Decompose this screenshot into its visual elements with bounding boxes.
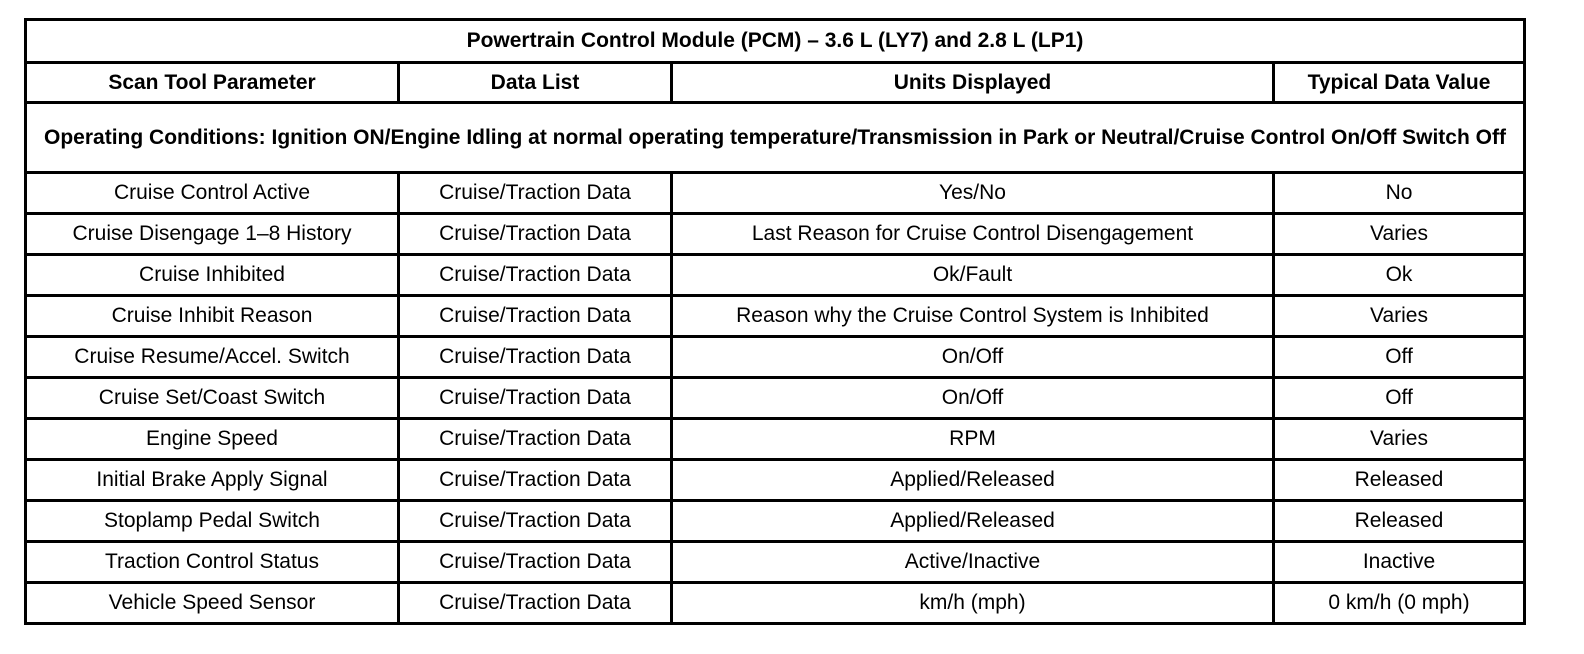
table-row xyxy=(26,173,1525,214)
table-row xyxy=(26,542,1525,583)
table-title-row xyxy=(26,20,1525,63)
units-cell: Active/Inactive xyxy=(672,542,1274,583)
parameter-cell: Cruise Set/Coast Switch xyxy=(26,378,399,419)
table-body xyxy=(26,173,1525,624)
data-list-cell: Cruise/Traction Data xyxy=(399,419,672,460)
parameter-cell: Engine Speed xyxy=(26,419,399,460)
typical-value-cell: No xyxy=(1274,173,1525,214)
typical-value-cell: Released xyxy=(1274,501,1525,542)
units-cell: Applied/Released xyxy=(672,460,1274,501)
parameter-cell: Cruise Resume/Accel. Switch xyxy=(26,337,399,378)
typical-value-cell: Off xyxy=(1274,337,1525,378)
table-row xyxy=(26,214,1525,255)
table-row xyxy=(26,419,1525,460)
parameter-cell: Vehicle Speed Sensor xyxy=(26,583,399,624)
scan-tool-data-table xyxy=(24,18,1526,625)
units-cell: Yes/No xyxy=(672,173,1274,214)
units-cell: On/Off xyxy=(672,337,1274,378)
typical-value-cell: Inactive xyxy=(1274,542,1525,583)
table-title: Powertrain Control Module (PCM) – 3.6 L (LY7) and 2.8 L (LP1) xyxy=(26,20,1525,63)
typical-value-cell: Ok xyxy=(1274,255,1525,296)
units-cell: Applied/Released xyxy=(672,501,1274,542)
typical-value-cell: 0 km/h (0 mph) xyxy=(1274,583,1525,624)
typical-value-cell: Off xyxy=(1274,378,1525,419)
typical-value-cell: Released xyxy=(1274,460,1525,501)
operating-conditions-row xyxy=(26,103,1525,173)
data-list-cell: Cruise/Traction Data xyxy=(399,337,672,378)
parameter-cell: Initial Brake Apply Signal xyxy=(26,460,399,501)
parameter-cell: Stoplamp Pedal Switch xyxy=(26,501,399,542)
header-scan-tool-parameter: Scan Tool Parameter xyxy=(26,63,399,103)
data-list-cell: Cruise/Traction Data xyxy=(399,255,672,296)
typical-value-cell: Varies xyxy=(1274,296,1525,337)
units-cell: RPM xyxy=(672,419,1274,460)
header-units-displayed: Units Displayed xyxy=(672,63,1274,103)
parameter-cell: Cruise Inhibited xyxy=(26,255,399,296)
data-list-cell: Cruise/Traction Data xyxy=(399,296,672,337)
parameter-cell: Cruise Inhibit Reason xyxy=(26,296,399,337)
table-row xyxy=(26,501,1525,542)
table-header-row xyxy=(26,63,1525,103)
units-cell: On/Off xyxy=(672,378,1274,419)
parameter-cell: Cruise Control Active xyxy=(26,173,399,214)
parameter-cell: Cruise Disengage 1–8 History xyxy=(26,214,399,255)
header-data-list: Data List xyxy=(399,63,672,103)
header-typical-data-value: Typical Data Value xyxy=(1274,63,1525,103)
table-row xyxy=(26,460,1525,501)
table-row xyxy=(26,583,1525,624)
parameter-cell: Traction Control Status xyxy=(26,542,399,583)
operating-conditions: Operating Conditions: Ignition ON/Engine Idling at normal operating temperature/Transmission in Park or Neutral/Cruise Control On/Off Switch Off xyxy=(26,103,1525,173)
table-row xyxy=(26,337,1525,378)
units-cell: Ok/Fault xyxy=(672,255,1274,296)
units-cell: Reason why the Cruise Control System is Inhibited xyxy=(672,296,1274,337)
data-list-cell: Cruise/Traction Data xyxy=(399,173,672,214)
table-row xyxy=(26,255,1525,296)
units-cell: km/h (mph) xyxy=(672,583,1274,624)
data-list-cell: Cruise/Traction Data xyxy=(399,542,672,583)
data-list-cell: Cruise/Traction Data xyxy=(399,460,672,501)
data-list-cell: Cruise/Traction Data xyxy=(399,583,672,624)
typical-value-cell: Varies xyxy=(1274,419,1525,460)
data-list-cell: Cruise/Traction Data xyxy=(399,214,672,255)
table-row xyxy=(26,378,1525,419)
data-list-cell: Cruise/Traction Data xyxy=(399,501,672,542)
units-cell: Last Reason for Cruise Control Disengagement xyxy=(672,214,1274,255)
data-list-cell: Cruise/Traction Data xyxy=(399,378,672,419)
typical-value-cell: Varies xyxy=(1274,214,1525,255)
table-row xyxy=(26,296,1525,337)
